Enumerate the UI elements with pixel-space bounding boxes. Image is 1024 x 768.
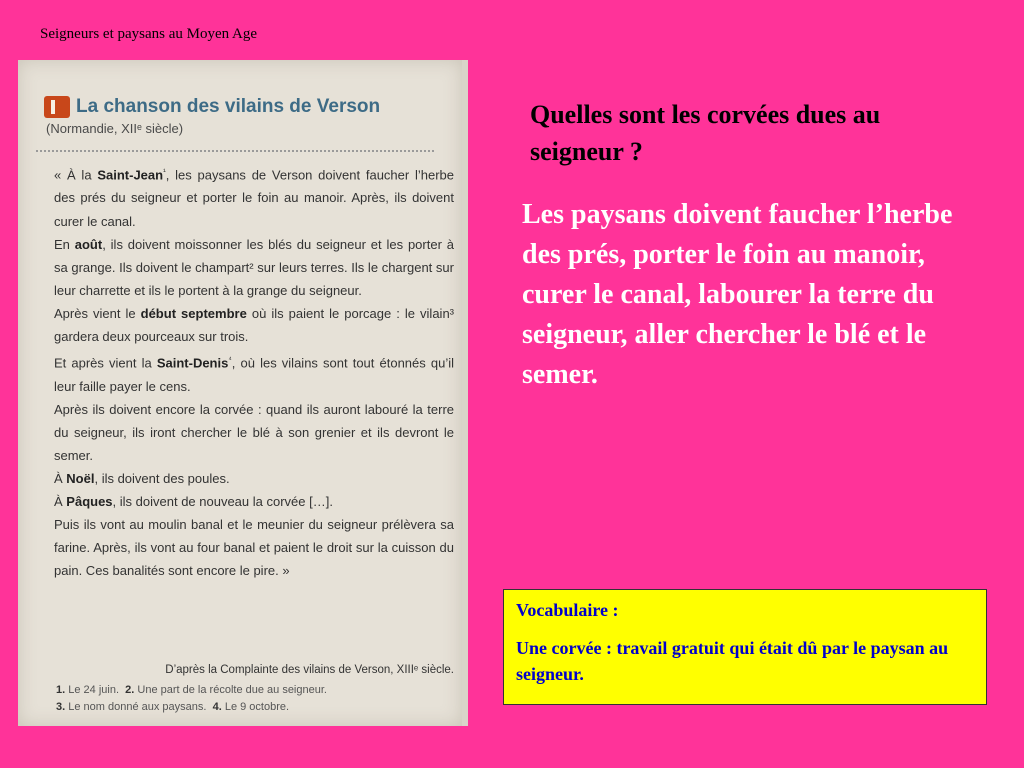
document-body [54,160,454,582]
document-number-icon [44,96,70,118]
page-header-title: Seigneurs et paysans au Moyen Age [40,26,258,42]
document-paragraph: Et après vient la Saint-Denis$^{^4}$, où les vilains sont tout étonnés qu’il leur faille payer le cens. [54,355,455,394]
vocabulary-label: Vocabulaire : [516,600,619,620]
question-heading: Quelles sont les corvées dues au seigneur ? [530,100,881,166]
document-paragraph: Puis ils vont au moulin banal et le meunier du seigneur prélèvera sa farine. Après, ils vont au four banal et paient le droit sur la cuisson du pain. Ces banalités sont encore le pire. » [54,517,454,579]
document-paragraph: En août, ils doivent moissonner les blés du seigneur et les porter à sa grange. Ils doivent le champart² sur leurs terres. Ils le chargent sur leur charrette et ils le portent à la grange du seigneur. [54,236,454,298]
footnote-line: 3. Le nom donné aux paysans. 4. Le 9 octobre. [56,701,290,713]
document-paragraph: À Pâques, ils doivent de nouveau la corvée […]. [54,493,333,509]
footnotes [56,682,456,716]
vocabulary-definition: Une corvée : travail gratuit qui était dû par le paysan au seigneur. [516,638,949,684]
footnote-line: 1. Le 24 juin. 2. Une part de la récolte due au seigneur. [56,684,327,696]
answer-text: Les paysans doivent faucher l’herbe des prés, porter le foin au manoir, curer le canal, labourer la terre du seigneur, aller chercher le blé et le semer. [522,199,953,390]
document-subtitle: (Normandie, XIIᵉ siècle) [46,121,184,136]
document-paragraph: Après ils doivent encore la corvée : quand ils auront labouré la terre du seigneur, ils iront chercher le blé à son grenier et ils devront le semer. [54,401,454,463]
document-paragraph: Après vient le début septembre où ils paient le porcage : le vilain³ gardera deux pourceaux sur trois. [54,305,454,344]
document-heading [44,96,452,136]
document-title: La chanson des vilains de Verson [76,96,381,117]
document-paragraph: À Noël, ils doivent des poules. [54,470,230,486]
textbook-scan [18,60,468,726]
document-source: D’après la Complainte des vilains de Verson, XIIIᵉ siècle. [165,664,454,676]
document-paragraph: « À la Saint-Jean$^{^1}$, les paysans de Verson doivent faucher l’herbe des prés du seigneur et porter le foin au manoir. Après, ils doivent curer le canal. [54,167,455,229]
dotted-divider [36,150,434,152]
vocabulary-box [503,589,987,705]
